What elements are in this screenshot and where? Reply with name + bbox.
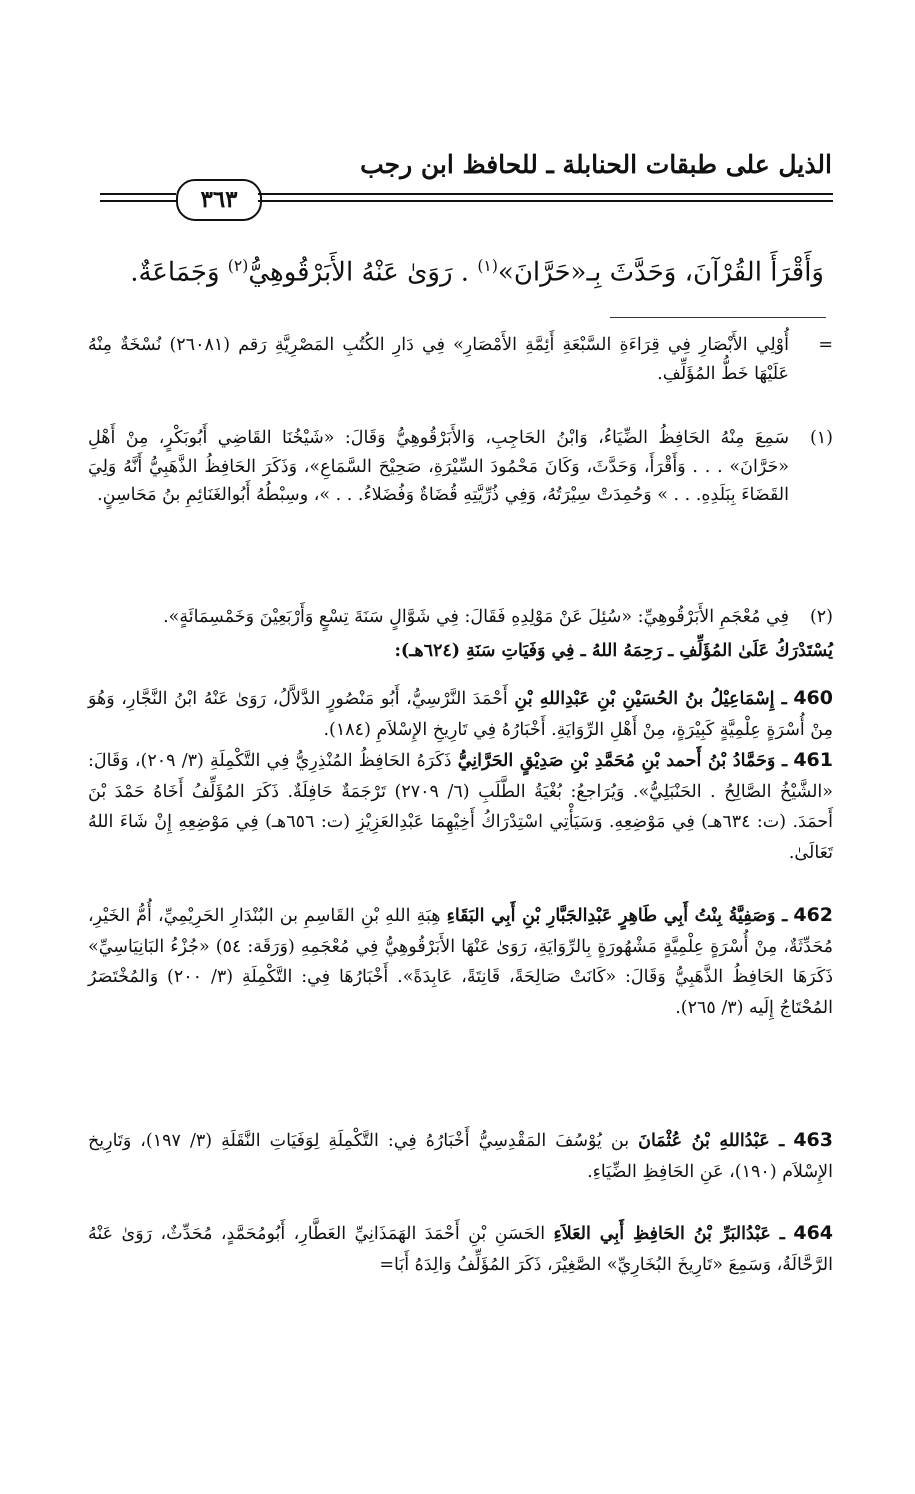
footnote-1 — [88, 424, 833, 510]
entry-name: ـ وَحَمَّادُ بْنُ أَحمد بْنِ مُحَمَّدِ بْنِ صَدِيْقٍ الحَرَّانِيُّ — [457, 751, 788, 771]
header-rule-lower-right — [258, 200, 833, 202]
entry-number: 462 — [793, 904, 834, 926]
header-rule-upper — [100, 193, 176, 195]
footnote-ref-1: (١) — [477, 257, 498, 275]
footnote-2 — [88, 603, 833, 632]
entry-461 — [88, 745, 833, 868]
entry-text: أَحْمَدَ النَّرْسِيُّ، أَبُو مَنْصُورٍ الدَّلاَّلُ، رَوَىٰ عَنْهُ ابْنُ النَّجَّارِ، وَهُوَ مِنْ أُسْرَةٍ عِلْمِيَّةٍ كَبِيْرَةٍ، مِنْ أَهْلِ الرِّوَايَةِ. أَخْبَارُهُ فِي تَارِيخِ الإِسْلاَمِ (١٨٤). — [88, 689, 833, 740]
entry-number: 464 — [793, 1222, 834, 1244]
footnote-ref-2: (٢) — [227, 257, 249, 275]
footnote-mark: (٢) — [809, 607, 833, 627]
page-number: ٣٦٣ — [176, 179, 262, 221]
footnote-text: أُوْلِي الأَبْصَارِ فِي قِرَاءَةِ السَّبْعَةِ أَئِمَّةِ الأَمْصَارِ» فِي دَارِ الكُتُبِ المَصْرِيَّةِ رَقم (٢٦٠٨١) نُسْخَةٌ مِنْهُ عَلَيْهَا خَطُّ المُؤَلِّفِ. — [88, 335, 789, 384]
main-text-part2: . رَوَىٰ عَنْهُ الأَبَرْقُوهِيُّ — [248, 257, 470, 288]
entry-name: ـ عَبْدُاللهِ بْنُ عُثْمَانَ — [638, 1131, 785, 1151]
entry-460 — [88, 683, 833, 745]
entry-464 — [88, 1218, 833, 1280]
main-text-part3: وَجَمَاعَةٌ. — [130, 257, 220, 288]
footnote-text: فِي مُعْجَمِ الأَبَرْقُوهِيِّ: «سُئِلَ عَنْ مَوْلِدِهِ فَقَالَ: فِي شَوَّالٍ سَنَةَ تِسْعٍ وَأَرْبَعِيْنَ وَخَمْسِمَائَةٍ». — [163, 607, 789, 627]
entry-name: ـ إِسْمَاعِيْلُ بنُ الحُسَيْنِ بْنِ عَبْدِاللهِ بْنِ — [514, 689, 787, 709]
entry-462 — [88, 900, 833, 1023]
footnote-mark: = — [818, 335, 833, 355]
running-title: الذيل على طبقات الحنابلة ـ للحافظ ابن رجب — [360, 150, 832, 179]
header-rule-upper-right — [258, 193, 833, 195]
entry-text: الحَسَنِ بْنِ أَحْمَدَ الهَمَذَانِيِّ العَطَّارِ، أَبُومُحَمَّدٍ، مُحَدِّثٌ، رَوَىٰ عَنْهُ الرَّحَّالَةُ، وَسَمِعَ «تَارِيخَ البُخَارِيِّ» الصَّغِيْرَ، ذَكَرَ المُؤَلِّفُ وَالِدَهُ أَبَا= — [88, 1224, 833, 1275]
footnote-continuation — [88, 331, 833, 388]
entry-number: 460 — [793, 687, 833, 709]
main-text-line — [130, 246, 824, 293]
entry-text: بن يُوْسُفَ المَقْدِسِيُّ أَخْبَارُهُ فِي: التَّكْمِلَةِ لِوَفَيَاتِ النَّقَلَةِ (٣/ ١٩٧)، وَتَارِيخ الإِسْلاَم (١٩٠)، عَنِ الحَافِظِ الضِّيَاءِ. — [88, 1131, 833, 1182]
entry-text: هِبَةِ اللهِ بْنِ القَاسِمِ بن البُنْدَارِ الحَرِيْمِيِّ، أُمُّ الخَيْرِ، مُحَدِّثَةٌ، مِنْ أُسْرَةٍ عِلْمِيَّةٍ مَشْهُورَةٍ بِالرِّوَايَةِ، رَوَىٰ عَنْهَا الأَبَرْقُوهِيُّ فِي مُعْجَمِهِ (وَرَقَة: ٥٤) «جُزْءُ البَانِيَاسِيِّ» ذَكَرَهَا الحَافِظُ الذَّهَبِيُّ وَقَالَ: «كَانَتْ صَالِحَةً، قَانِتَةً، عَابِدَةً». أَخْبَارُهَا فِي: التَّكْمِلَةِ (٣/ ٢٠٠) وَالمُخْتَصَرُ المُحْتَاجُ إِلَيه (٣/ ٢٦٥). — [88, 906, 834, 1018]
entry-text: ذَكَرَهُ الحَافِظُ المُنْذِرِيُّ فِي التَّكْمِلَةِ (٣/ ٢٠٩)، وَقَالَ: «الشَّيْخُ الصَّالِحُ . الحَنْبَلِيُّ». وَيُرَاجعُ: بُغْيَةُ الطَّلَبِ (٦/ ٢٧٠٩) تَرْجَمَةٌ حَافِلَةٌ. ذَكَرَ المُؤَلِّفُ أَخَاهُ حَمْدَ بْنَ أَحمَدَ. (ت: ٦٣٤هـ) فِي مَوْضِعِهِ. وَسَيَأْتِي اسْتِدْرَاكُ أَخِيْهِمَا عَبْدِالعَزِيْزِ (ت: ٦٥٦هـ) فِي مَوْضِعِهِ إِنْ شَاءَ اللهُ تَعَالَىٰ. — [88, 751, 834, 863]
entry-number: 461 — [793, 749, 833, 771]
addendum-heading: يُسْتَدْرَكُ عَلَىٰ المُؤَلِّفِ ـ رَحِمَهُ اللهُ ـ فِي وَفَيَاتِ سَنَةِ (٦٢٤هـ): — [394, 641, 833, 661]
entry-name: ـ عَبْدُالبَرِّ بْنُ الحَافِظِ أَبِي العَلاَءِ — [553, 1224, 785, 1244]
footnote-separator — [610, 317, 826, 318]
entry-463 — [88, 1125, 833, 1187]
footnote-mark: (١) — [809, 428, 833, 448]
footnote-text: سَمِعَ مِنْهُ الحَافِظُ الضِّيَاءُ، وَابْنُ الحَاجِبِ، وَالأَبَرْقُوهِيُّ وَقَالَ: «شَيْخُنَا القَاضِي أَبُوبَكْرٍ، مِنْ أَهْلِ «حَرَّانَ» . . . وَأَقْرَأَ، وَحَدَّثَ، وَكَانَ مَحْمُودَ السِّيْرَةِ، صَحِيْحَ السَّمَاعِ»، وَذَكَرَ الحَافِظُ الذَّهَبِيُّ أَنَّهُ وَلِيَ القَضَاءَ بِبَلَدِهِ. . . » وَحُمِدَتْ سِيْرَتُهُ، وَفِي ذُرِّيَّتِهِ قُضَاةٌ وَفُضَلاءُ. . . »، وسِبْطُهُ أَبُوالغَنَائِمِ بنُ مَحَاسِنٍ. — [88, 428, 789, 505]
entry-name: ـ وَصَفِيَّةُ بِنْتُ أَبِي طَاهِرٍ عَبْدِالجَبَّارِ بْنِ أَبِي البَقَاءِ — [446, 906, 788, 926]
header-rule-lower — [100, 200, 176, 202]
main-text-part1: وَأَقْرَأَ القُرْآنَ، وَحَدَّثَ بِـ«حَرَّانَ» — [497, 257, 824, 288]
entry-number: 463 — [793, 1129, 833, 1151]
